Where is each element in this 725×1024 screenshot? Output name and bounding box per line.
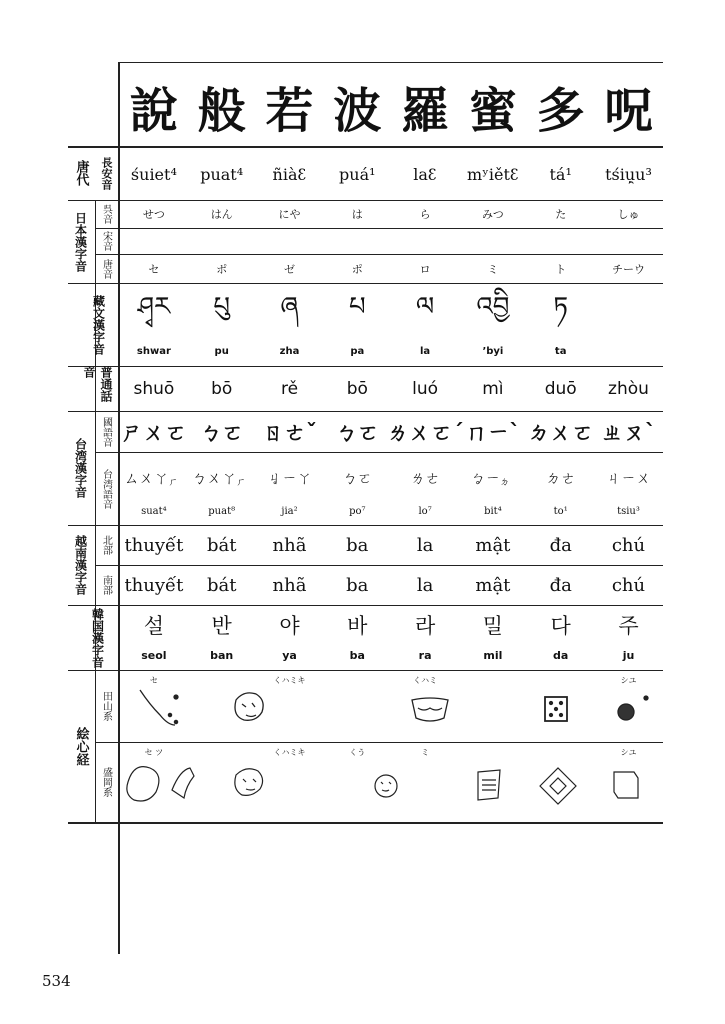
mandarin-cell: bō xyxy=(211,378,233,399)
jp-tang-cell: セ xyxy=(148,262,160,276)
label-tayama: 田山系 xyxy=(100,691,112,721)
tw-taiyu-roman-cell: to¹ xyxy=(553,505,568,517)
label-jp-song: 宋音 xyxy=(100,231,112,251)
morioka-kana-cell: シユ xyxy=(620,747,637,757)
tibetan-script-cell: ཏ xyxy=(553,291,569,322)
hangul-roman-cell: ju xyxy=(622,648,635,662)
vn-south-cell: đa xyxy=(549,574,572,596)
label-tibetan: 藏文漢字音 xyxy=(91,294,106,355)
tayama-kana-cell xyxy=(459,672,527,688)
morioka-kana-cell: くハミキ xyxy=(273,747,306,757)
tang-cell: tśiụ̯u³ xyxy=(605,164,652,184)
tibetan-script-cell: པུ xyxy=(213,291,231,322)
label-vn-south: 南部 xyxy=(100,575,112,595)
hangul-roman-cell: ra xyxy=(418,648,432,662)
tayama-kana-cell: シユ xyxy=(620,675,637,685)
title-char: 呪 xyxy=(604,82,653,139)
mandarin-cell: zhòu xyxy=(608,378,649,399)
vn-north-cell: bát xyxy=(206,534,237,556)
head-drawing xyxy=(375,775,397,797)
title-char: 羅 xyxy=(401,82,450,139)
label-vn-north: 北部 xyxy=(100,535,112,555)
title-char: 若 xyxy=(265,82,314,139)
tw-guoyu-cell: ㄖㄜˇ xyxy=(261,421,317,446)
top-rule xyxy=(118,62,663,63)
vn-north-cell: ba xyxy=(346,534,369,556)
jp-go-cell: た xyxy=(555,208,567,221)
tw-taiyu-roman-cell: puat⁸ xyxy=(208,505,236,517)
hangul-cell: 반 xyxy=(211,614,232,638)
label-morioka: 盛岡系 xyxy=(100,767,112,797)
rope-drawing xyxy=(140,690,175,725)
ball-drawing xyxy=(618,704,634,720)
leg-drawing xyxy=(172,768,194,798)
jp-song-cell xyxy=(188,228,256,254)
mandarin-cell: shuō xyxy=(133,378,175,399)
mandarin-cell: luó xyxy=(412,378,439,399)
morioka-pictures xyxy=(127,767,638,804)
row-divider xyxy=(68,605,663,606)
label-tang: 唐代 xyxy=(73,160,89,186)
label-korea: 韓国漢字音 xyxy=(90,607,105,668)
label-picture-sutra: 絵心経 xyxy=(73,726,89,766)
label-tw-guoyu: 國語音 xyxy=(100,416,112,447)
hangul-cell: 주 xyxy=(618,614,639,638)
jp-tang-cell: ポ xyxy=(216,262,228,276)
mandarin-cell: rě xyxy=(280,378,299,399)
mandarin-cell: duō xyxy=(544,378,577,399)
box-drawing xyxy=(545,697,567,721)
tayama-kana-cell: セ xyxy=(149,675,158,685)
tibetan-script-cell xyxy=(595,290,663,338)
vn-north-cell: la xyxy=(416,534,434,556)
vn-south-cell: chú xyxy=(611,574,646,596)
hangul-roman-cell: seol xyxy=(141,648,167,662)
face-drawing xyxy=(235,693,263,720)
tibetan-roman-cell: ’byi xyxy=(482,345,504,357)
jp-song-cell xyxy=(120,228,188,254)
tw-taiyu-roman-cell: jia² xyxy=(281,505,298,517)
hangul-cell: 설 xyxy=(143,614,165,638)
tw-taiyu-roman-cell: lo⁷ xyxy=(418,505,432,517)
hangul-roman-cell: ya xyxy=(282,648,297,662)
hangul-cell: 다 xyxy=(550,614,571,638)
jp-song-cell xyxy=(459,228,527,254)
tayama-kana-cell: くハミ xyxy=(413,675,438,685)
vn-north-cell: nhã xyxy=(272,534,307,556)
mandarin-cell: bō xyxy=(346,378,368,399)
jp-go-cell: みつ xyxy=(482,208,504,221)
tang-cell: laꜫ xyxy=(413,164,437,184)
tw-guoyu-cell: ㄅㄛ xyxy=(335,421,380,446)
tw-taiyu-cell: ㄉㄜ xyxy=(545,468,576,487)
title-char: 波 xyxy=(333,82,382,139)
hangul-roman-cell: mil xyxy=(483,648,503,662)
hangul-cell: 바 xyxy=(347,614,368,638)
grater-drawing xyxy=(478,770,500,800)
tang-cell: śuiet⁴ xyxy=(130,164,177,184)
morioka-kana-cell: くう xyxy=(349,747,366,757)
label-japanese: 日本漢字音 xyxy=(73,211,88,272)
tibetan-script-cell: པ xyxy=(348,291,366,322)
title-char: 蜜 xyxy=(468,82,517,139)
jp-song-cell xyxy=(323,228,391,254)
tibetan-script-cell: ཤྭར xyxy=(137,291,171,322)
morioka-kana-cell: ミ xyxy=(421,747,430,757)
hangul-roman-cell: da xyxy=(553,648,569,662)
jp-song-cell xyxy=(256,228,324,254)
label-taiwan: 台湾漢字音 xyxy=(73,438,88,498)
tibetan-roman-cell: pu xyxy=(214,345,229,357)
tibetan-script-cell: ལ xyxy=(415,291,435,322)
vn-south-cell: la xyxy=(416,574,434,596)
vn-north-cell: chú xyxy=(611,534,646,556)
jp-go-cell: せつ xyxy=(142,208,165,221)
tibetan-roman-cell: ta xyxy=(554,345,567,357)
hangul-roman-cell: ba xyxy=(349,648,365,662)
vn-south-cell: ba xyxy=(346,574,369,596)
morioka-kana-cell: セ ツ xyxy=(144,747,164,757)
tw-taiyu-cell: ㄐㄧㄨ xyxy=(605,468,651,487)
jp-go-cell: はん xyxy=(210,208,233,221)
row-divider xyxy=(95,742,663,743)
jp-go-cell: にや xyxy=(278,208,301,221)
tw-taiyu-cell: ㄅㄛ xyxy=(342,468,373,487)
jp-tang-cell: チーウ xyxy=(611,262,645,276)
vn-south-cell: bát xyxy=(206,574,237,596)
hangul-cell: 라 xyxy=(414,614,436,638)
tw-taiyu-cell: ㄙㄨㄚㆷ xyxy=(123,468,184,487)
diamond-drawing xyxy=(540,768,576,804)
box2-drawing xyxy=(614,772,638,798)
tibetan-roman-cell xyxy=(595,340,663,362)
pot-drawing xyxy=(412,698,448,721)
tang-cell: mʸiětꜫ xyxy=(466,164,519,184)
jp-go-cell: ら xyxy=(419,208,431,221)
tw-taiyu-cell: ㄅㄨㄚㆷ xyxy=(191,468,252,487)
tw-guoyu-cell: ㄇㄧˋ xyxy=(465,421,521,446)
tayama-kana-cell xyxy=(188,672,256,688)
jp-go-cell: しゅ xyxy=(617,208,640,221)
tang-cell: puá¹ xyxy=(339,164,376,184)
jp-tang-cell: ポ xyxy=(351,262,363,276)
row-divider xyxy=(95,452,663,453)
jp-tang-cell: ト xyxy=(555,262,567,276)
dot-drawing xyxy=(174,695,178,699)
vn-south-cell: thuyết xyxy=(124,574,184,596)
tw-taiyu-roman-cell: po⁷ xyxy=(349,505,366,517)
tibetan-roman-cell: zha xyxy=(279,345,300,357)
label-mandarin: 普通話音 xyxy=(82,366,113,402)
jp-song-cell xyxy=(391,228,459,254)
title-char: 般 xyxy=(197,82,246,139)
jp-tang-cell: ゼ xyxy=(283,262,295,276)
morioka-kana-cell xyxy=(459,744,527,760)
jp-tang-cell: ミ xyxy=(487,262,499,276)
morioka-kana-cell xyxy=(527,744,595,760)
page-number: 534 xyxy=(42,972,71,990)
tang-cell: ñiàꜫ xyxy=(272,164,307,184)
tibetan-roman-cell: la xyxy=(419,345,431,357)
face2-drawing xyxy=(235,769,263,796)
morioka-kana-cell xyxy=(188,744,256,760)
hangul-cell: 야 xyxy=(279,614,300,638)
tw-guoyu-cell: ㄕㄨㄛ xyxy=(120,421,187,446)
vn-north-cell: thuyết xyxy=(124,534,184,556)
tibetan-roman-cell: pa xyxy=(350,345,365,357)
title-char: 說 xyxy=(129,82,178,139)
tayama-kana-cell xyxy=(527,672,595,688)
label-jp-tang: 唐音 xyxy=(100,258,112,279)
label-jp-go: 呉音 xyxy=(100,204,112,224)
vn-north-cell: đa xyxy=(549,534,572,556)
vn-north-cell: mật xyxy=(475,534,511,556)
title-char: 多 xyxy=(536,82,585,139)
tibetan-roman-cell: shwar xyxy=(136,345,171,357)
tw-taiyu-cell: ㆠㄧㆵ xyxy=(470,468,516,487)
tang-cell: tá¹ xyxy=(549,164,572,184)
row-divider xyxy=(68,670,663,671)
mandarin-cell: mì xyxy=(482,378,504,399)
jp-song-cell xyxy=(527,228,595,254)
tayama-kana-cell: くハミキ xyxy=(273,675,306,685)
tibetan-script-cell: ཞ xyxy=(280,291,299,322)
tw-taiyu-roman-cell: bit⁴ xyxy=(484,505,502,517)
tw-taiyu-roman-cell: suat⁴ xyxy=(141,505,167,517)
tw-taiyu-cell: ㄌㄜ xyxy=(410,468,441,487)
hangul-cell: 밀 xyxy=(482,614,504,638)
tw-guoyu-cell: ㄅㄛ xyxy=(199,421,244,446)
tw-guoyu-cell: ㄉㄨㄛ xyxy=(527,421,594,446)
tw-guoyu-cell: ㄌㄨㄛˊ xyxy=(386,421,464,446)
tang-cell: puat⁴ xyxy=(200,164,244,184)
label-vietnam: 越南漢字音 xyxy=(73,535,88,595)
tw-taiyu-roman-cell: tsiu³ xyxy=(617,505,640,517)
tayama-pictures xyxy=(140,690,648,725)
vn-south-cell: mật xyxy=(475,574,511,596)
jp-go-cell: は xyxy=(351,208,363,221)
tibetan-script-cell: འབྱི xyxy=(476,291,510,322)
tw-taiyu-cell: ㆢㄧㄚ xyxy=(266,468,312,487)
hangul-roman-cell: ban xyxy=(210,648,234,662)
jp-tang-cell: ロ xyxy=(419,262,431,276)
row-divider xyxy=(68,822,663,824)
tayama-kana-cell xyxy=(323,672,391,688)
label-tang-sub: 長安音 xyxy=(100,156,113,190)
vn-south-cell: nhã xyxy=(272,574,307,596)
label-tw-taiyu: 台湾語音 xyxy=(100,468,112,509)
jp-song-cell xyxy=(595,228,663,254)
tw-guoyu-cell: ㄓㄡˋ xyxy=(600,421,656,446)
kettle-drawing xyxy=(127,767,159,801)
